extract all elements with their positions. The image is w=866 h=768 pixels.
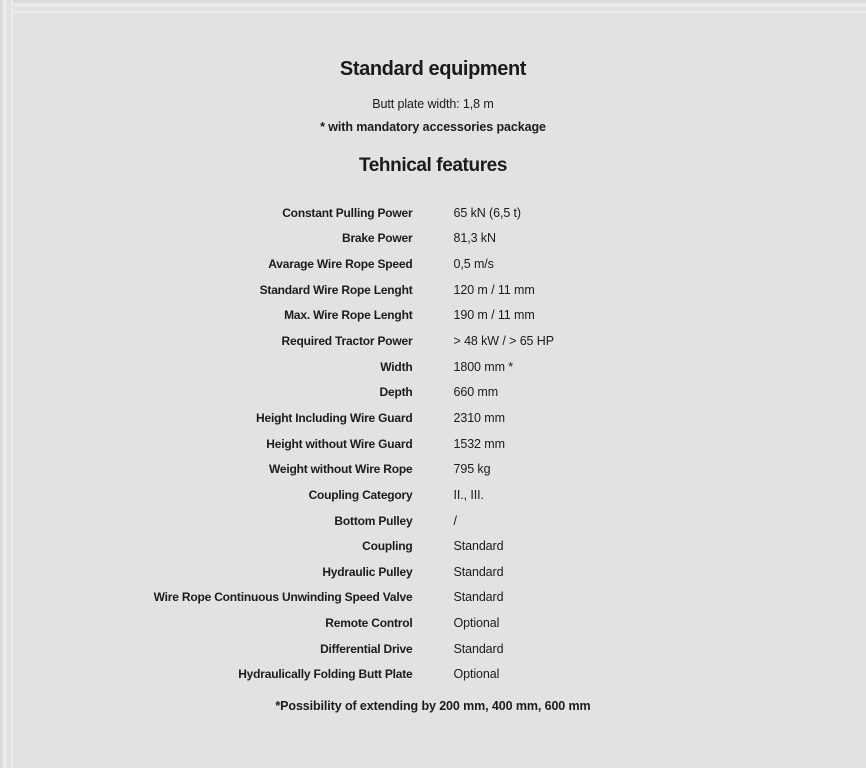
spec-value: Standard: [453, 590, 504, 605]
spec-label: Width: [380, 359, 413, 374]
spec-table: [113, 200, 753, 687]
spec-value: 1532 mm: [453, 436, 505, 451]
spec-label: Differential Drive: [320, 641, 413, 656]
spec-value: Standard: [453, 641, 504, 656]
spec-label: Weight without Wire Rope: [268, 462, 413, 477]
spec-value: Optional: [453, 667, 500, 682]
spec-label: Bottom Pulley: [334, 513, 413, 528]
section-title: Tehnical features: [358, 155, 508, 176]
spec-label: Height Including Wire Guard: [256, 410, 413, 425]
spec-value: 660 mm: [453, 385, 499, 400]
spec-value: 1800 mm *: [453, 359, 514, 374]
spec-value: II., III.: [453, 487, 484, 502]
spec-label: Depth: [379, 385, 413, 400]
butt-plate-width-note: Butt plate width: 1,8 m: [372, 97, 494, 111]
spec-label: Avarage Wire Rope Speed: [268, 257, 413, 272]
spec-label: Required Tractor Power: [281, 334, 413, 349]
spec-value: /: [453, 513, 457, 528]
spec-label: Wire Rope Continuous Unwinding Speed Valve: [153, 590, 413, 605]
accessories-package-note: * with mandatory accessories package: [320, 120, 546, 134]
spec-value: 120 m / 11 mm: [453, 282, 535, 297]
spec-label: Hydraulic Pulley: [322, 564, 413, 579]
spec-label: Brake Power: [341, 231, 413, 246]
spec-label: Height without Wire Guard: [266, 436, 413, 451]
spec-value: > 48 kW / > 65 HP: [453, 334, 554, 349]
spec-value: 795 kg: [453, 462, 491, 477]
spec-value: 0,5 m/s: [453, 257, 494, 272]
page-title: Standard equipment: [339, 58, 527, 80]
spec-value: Standard: [453, 564, 504, 579]
extension-footnote: *Possibility of extending by 200 mm, 400 mm, 600 mm: [275, 699, 591, 714]
spec-label: Standard Wire Rope Lenght: [259, 282, 413, 297]
spec-value: 65 kN (6,5 t): [453, 205, 521, 220]
spec-label: Hydraulically Folding Butt Plate: [238, 667, 413, 682]
spec-value: Standard: [453, 539, 504, 554]
spec-value: 2310 mm: [453, 410, 505, 425]
spec-label: Coupling: [362, 539, 413, 554]
spec-label: Remote Control: [325, 616, 413, 631]
spec-label: Coupling Category: [308, 487, 413, 502]
spec-label: Constant Pulling Power: [282, 205, 413, 220]
spec-value: Optional: [453, 616, 500, 631]
spec-value: 190 m / 11 mm: [453, 308, 535, 323]
spec-label: Max. Wire Rope Lenght: [284, 308, 413, 323]
spec-value: 81,3 kN: [453, 231, 496, 246]
